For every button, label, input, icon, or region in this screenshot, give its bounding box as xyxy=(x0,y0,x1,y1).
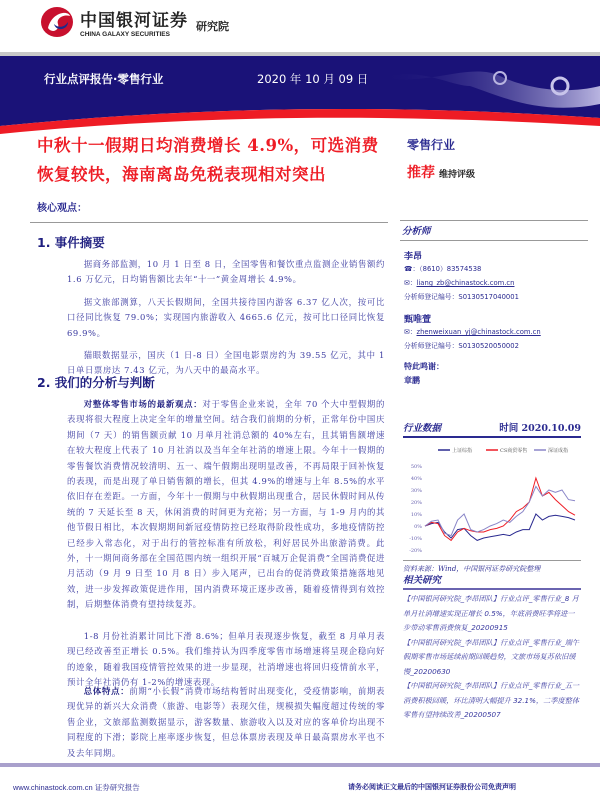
thanks-label: 特此鸣谢： xyxy=(404,362,444,371)
reg-number: S0130517040001 xyxy=(458,293,519,301)
legend-label: 深证成指 xyxy=(548,448,569,454)
analyst-email-link[interactable]: liang_zb@chinastock.com.cn xyxy=(416,279,515,287)
divider xyxy=(30,222,388,223)
company-name-cn: 中国银河证券 xyxy=(80,11,188,31)
paragraph-text: 前期“小长假”消费市场结构暂时出现变化，受疫情影响，前期表现优异的新兴大众消费（旅游、电影等）表现欠佳，规模损失幅度超过传统的零售企业，文旅部监测数据显示，游客数量、旅游收入以及对应的客单价均出现不同程度的下滑；影院上座率逐步恢复，但总体票房表现及单日最高票房水平也不及去年同期。 xyxy=(67,686,386,758)
related-research xyxy=(403,572,581,723)
mail-icon: ✉： xyxy=(404,279,417,287)
analyst-panel xyxy=(400,220,588,386)
y-tick-label: 0% xyxy=(414,524,422,530)
report-title: 中秋十一假期日均消费增长 4.9%，可选消费恢复较快，海南离岛免税表现相对突出 xyxy=(37,136,379,184)
company-logo xyxy=(38,4,229,40)
section-heading: 1. 事件摘要 xyxy=(37,235,105,250)
paragraph xyxy=(67,629,385,691)
rating-value: 推荐 xyxy=(407,165,435,181)
paragraph-lead: 总体特点： xyxy=(83,686,130,696)
series-line xyxy=(425,486,575,535)
related-link[interactable]: 【中国银河研究院_李昂团队】行业点评_零售行业_8 月单月社消增速实现正增长 0.5%，年底消费旺季将进一步带动零售消费恢复_20200915 xyxy=(403,594,579,632)
report-type: 行业点评报告·零售行业 xyxy=(44,72,164,86)
paragraph: 据文旅部测算，八天长假期间，全国共接待国内游客 6.37 亿人次，按可比口径同比恢复 79.0%；实现国内旅游收入 4665.6 亿元，按可比口径同比恢复 69.9%。 xyxy=(67,297,385,338)
index-chart xyxy=(403,438,581,556)
y-tick-label: 10% xyxy=(410,512,422,518)
analyst-heading: 分析师 xyxy=(400,220,588,241)
related-link[interactable]: 【中国银河研究院_李昂团队】行业点评_零售行业_端午假期零售市场延续前期回暖趋势，文旅市场复苏依旧缓慢_20200630 xyxy=(403,637,580,676)
industry-data-panel xyxy=(403,420,581,574)
related-link[interactable]: 【中国银河研究院_李昂团队】行业点评_零售行业_五一消费积极回暖，环比清明大幅提升 32.1%，二季度整体零售有望持续改善_20200507 xyxy=(403,681,580,719)
paragraph: 据商务部监测，10 月 1 日至 8 日，全国零售和餐饮重点监测企业销售额约 1.6 万亿元，日均销售额比去年“十一”黄金周增长 4.9%。 xyxy=(67,259,385,285)
analyst-email-link[interactable]: zhenweixuan_yj@chinastock.com.cn xyxy=(416,328,541,336)
mail-icon: ✉： xyxy=(404,328,417,336)
banner-background xyxy=(0,56,600,136)
phone-icon: ☎： xyxy=(404,265,420,273)
company-name-en: CHINA GALAXY SECURITIES xyxy=(80,31,170,38)
legend-label: CS商贸零售 xyxy=(500,448,528,454)
y-tick-label: 40% xyxy=(410,476,422,482)
institute-label: 研究院 xyxy=(196,20,229,33)
rating-note: 维持评级 xyxy=(439,170,476,180)
rating xyxy=(407,162,475,182)
footer-disclaimer: 请务必阅读正文最后的中国银河证券股份公司免责声明 xyxy=(348,783,516,791)
analyst-phone: （8610）83574538 xyxy=(419,265,482,273)
paragraph: 猫眼数据显示，国庆（1 日-8 日）全国电影票房约为 39.55 亿元，其中 1 日单日票房达 7.43 亿元，为八天中的最高水平。 xyxy=(67,350,385,376)
thanks-name: 章鹏 xyxy=(404,376,420,385)
reg-label: 分析师登记编号： xyxy=(404,342,459,350)
y-tick-label: -20% xyxy=(409,548,422,554)
industry-data-label: 行业数据 xyxy=(403,423,442,434)
industry-data-time: 时间 2020.10.09 xyxy=(499,423,581,434)
header-banner xyxy=(0,56,600,136)
related-heading: 相关研究 xyxy=(403,572,581,590)
y-tick-label: 50% xyxy=(410,464,422,470)
paragraph-text: 对于零售企业来说，全年 70 个大中型假期的表现将很大程度上决定全年的增量空间。结合我们前期的分析，正常年份中国庆期间（7 天）的销售额贡献 10 月单月社消总额的 40%左右，且其销售额增速在较大程度上代表了 10 月社消以及当年全年社消的增速上限。今年十一假期的零售餐饮消费情况较清明、五一、端午假期出现明显改善，不再局限于回补恢复的表现，而是出现了单日销售额的增长，但其 4.9%的增速与上年 8.5%的水平依旧存在差距。一方面，今年十一假期与中秋假期出现重合，居民休假时间从传统的 7 天延长至 8 天，休闲消费的时间更为充裕；另一方面，与 1-9 月内的其他节假日相比，本次假期期间新冠疫情防控已经取得阶段性成功，多地疫情防控已经步入常态化，对于出行的管控标准有所放松，利好居民外出旅游消费。此外，十一期间商务部在全国范围内统一组织开展“百城万企促消费”全国消费促进月活动（9 月 9 日至 10 月 8 日）步入尾声，已出台的促消费政策措施落地见效，进一步发挥政策促进作用，国内消费环境正逐步改善，随着疫情得到有效控制，后期整体消费有望持续复苏。 xyxy=(67,399,385,610)
series-line xyxy=(425,478,575,540)
analyst-name: 李昂 xyxy=(404,252,423,262)
paragraph-lead: 对整体零售市场的最新观点： xyxy=(83,399,203,409)
reg-label: 分析师登记编号： xyxy=(404,293,459,301)
paragraph-text: 1-8 月份社消累计同比下滑 8.6%；但单月表现逐步恢复，截至 8 月单月表现已经改善至正增长 0.5%。我们维持认为四季度零售市场增速将呈现企稳向好的迹象，随着我国疫情管控效果的进一步显现，社消增速也将回归疫情前水平，预计全年社消仍有 1-2%的增速表现。 xyxy=(67,631,385,688)
analyst-name: 甄唯萱 xyxy=(404,315,432,325)
y-tick-label: 30% xyxy=(410,488,422,494)
paragraph xyxy=(67,684,385,761)
footer-website[interactable]: www.chinastock.com.cn 证券研究报告 xyxy=(13,783,140,792)
legend-label: 上证综指 xyxy=(452,448,473,454)
y-tick-label: -10% xyxy=(409,536,422,542)
section-heading: 2. 我们的分析与判断 xyxy=(37,375,155,390)
footer-divider xyxy=(0,763,600,767)
y-tick-label: 20% xyxy=(410,500,422,506)
core-label: 核心观点： xyxy=(37,203,87,214)
report-date: 2020 年 10 月 09 日 xyxy=(257,72,369,86)
chart-source: 资料来源：Wind，中国银河证券研究院整理 xyxy=(403,560,581,574)
reg-number: S0130520050002 xyxy=(458,342,519,350)
paragraph xyxy=(67,397,385,613)
industry-label: 零售行业 xyxy=(407,138,456,152)
galaxy-logo-icon xyxy=(38,4,80,40)
